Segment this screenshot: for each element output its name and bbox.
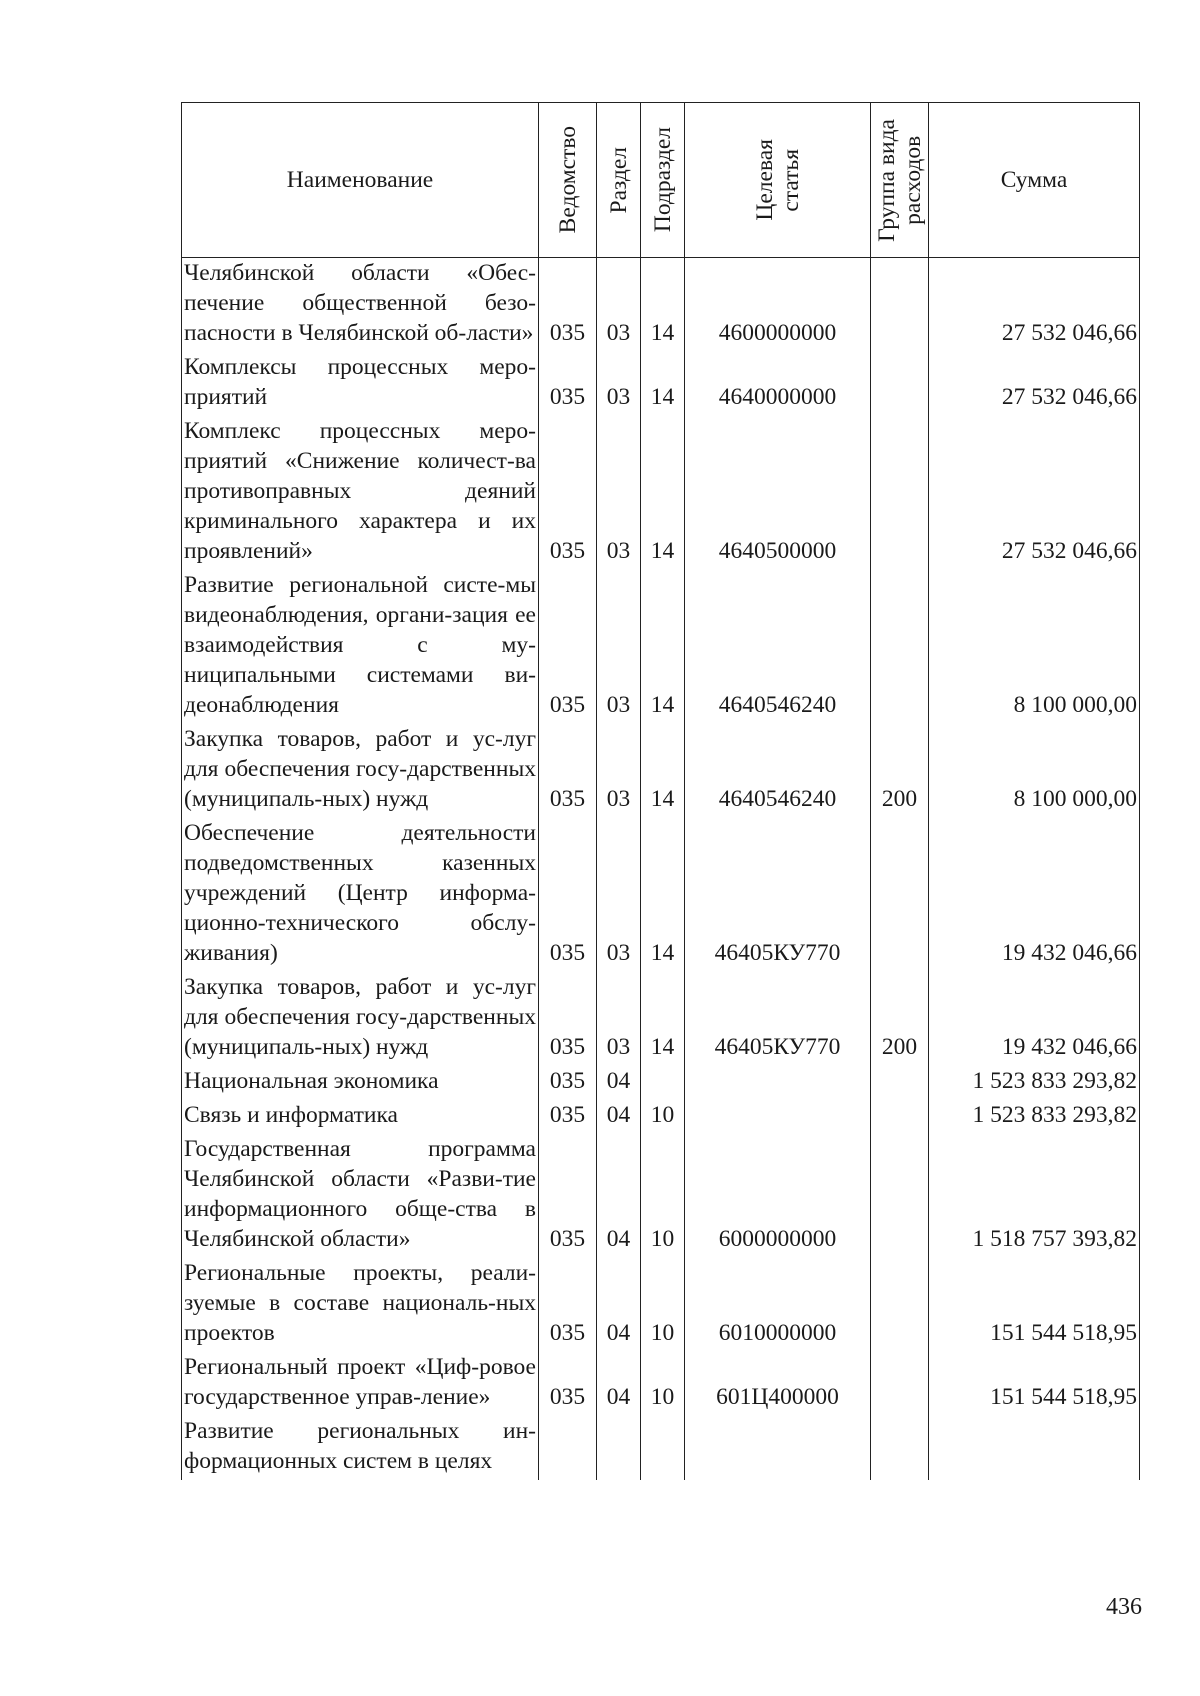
cell-department: 035 — [539, 1258, 597, 1352]
cell-amount: 151 544 518,95 — [929, 1352, 1140, 1416]
cell-subsection: 10 — [641, 1258, 685, 1352]
budget-table — [181, 102, 1140, 1480]
cell-name: Национальная экономика — [182, 1066, 539, 1100]
cell-subsection — [641, 1066, 685, 1100]
table-row — [182, 1100, 1140, 1134]
header-subsection: Подраздел — [641, 103, 685, 258]
cell-department: 035 — [539, 1134, 597, 1258]
table-header-row — [182, 103, 1140, 258]
cell-department: 035 — [539, 724, 597, 818]
cell-target: 4640500000 — [685, 416, 871, 570]
cell-expense-group — [871, 352, 929, 416]
cell-amount: 19 432 046,66 — [929, 972, 1140, 1066]
cell-amount: 151 544 518,95 — [929, 1258, 1140, 1352]
cell-name: Челябинской области «Обес-печение общественной безо-пасности в Челябинской об-ласти» — [182, 258, 539, 353]
cell-amount: 8 100 000,00 — [929, 570, 1140, 724]
cell-amount: 19 432 046,66 — [929, 818, 1140, 972]
cell-target: 46405КУ770 — [685, 972, 871, 1066]
cell-target: 601Ц400000 — [685, 1352, 871, 1416]
cell-target: 4640000000 — [685, 352, 871, 416]
table-row — [182, 1134, 1140, 1258]
cell-department: 035 — [539, 570, 597, 724]
cell-department — [539, 1416, 597, 1480]
cell-name: Закупка товаров, работ и ус-луг для обеспечения госу-дарственных (муниципаль-ных) нужд — [182, 724, 539, 818]
cell-expense-group — [871, 1258, 929, 1352]
cell-subsection: 10 — [641, 1134, 685, 1258]
cell-name: Комплекс процессных меро-приятий «Снижение количест-ва противоправных деяний криминального характера и их проявлений» — [182, 416, 539, 570]
cell-subsection — [641, 1416, 685, 1480]
cell-department: 035 — [539, 818, 597, 972]
cell-subsection: 14 — [641, 570, 685, 724]
table-row — [182, 972, 1140, 1066]
table-row — [182, 1416, 1140, 1480]
cell-name: Обеспечение деятельности подведомственных казенных учреждений (Центр информа-ционно-технического обслу-живания) — [182, 818, 539, 972]
cell-target: 6000000000 — [685, 1134, 871, 1258]
cell-amount: 1 523 833 293,82 — [929, 1100, 1140, 1134]
table-row — [182, 258, 1140, 353]
header-department: Ведомство — [539, 103, 597, 258]
table-row — [182, 1258, 1140, 1352]
cell-expense-group — [871, 1134, 929, 1258]
header-expense-group: Группа вида расходов — [871, 103, 929, 258]
cell-department: 035 — [539, 416, 597, 570]
table-row — [182, 1066, 1140, 1100]
cell-amount: 8 100 000,00 — [929, 724, 1140, 818]
cell-name: Развитие региональных ин-формационных систем в целях — [182, 1416, 539, 1480]
table-row — [182, 352, 1140, 416]
cell-name: Связь и информатика — [182, 1100, 539, 1134]
header-section: Раздел — [597, 103, 641, 258]
cell-amount: 27 532 046,66 — [929, 258, 1140, 353]
cell-expense-group — [871, 1352, 929, 1416]
cell-department: 035 — [539, 1066, 597, 1100]
cell-department: 035 — [539, 1352, 597, 1416]
header-target: Целевая статья — [685, 103, 871, 258]
cell-target: 4600000000 — [685, 258, 871, 353]
cell-section: 03 — [597, 352, 641, 416]
table-row — [182, 1352, 1140, 1416]
cell-section: 03 — [597, 258, 641, 353]
cell-expense-group: 200 — [871, 972, 929, 1066]
cell-expense-group — [871, 1416, 929, 1480]
cell-name: Региональные проекты, реали-зуемые в составе националь-ных проектов — [182, 1258, 539, 1352]
cell-expense-group — [871, 1100, 929, 1134]
cell-expense-group: 200 — [871, 724, 929, 818]
cell-name: Комплексы процессных меро-приятий — [182, 352, 539, 416]
cell-target — [685, 1100, 871, 1134]
cell-amount: 27 532 046,66 — [929, 352, 1140, 416]
cell-target: 4640546240 — [685, 724, 871, 818]
cell-expense-group — [871, 416, 929, 570]
table-row — [182, 818, 1140, 972]
cell-amount — [929, 1416, 1140, 1480]
header-amount: Сумма — [929, 103, 1140, 258]
cell-amount: 1 523 833 293,82 — [929, 1066, 1140, 1100]
cell-subsection: 14 — [641, 258, 685, 353]
cell-target: 4640546240 — [685, 570, 871, 724]
cell-expense-group — [871, 818, 929, 972]
cell-section: 04 — [597, 1258, 641, 1352]
cell-name: Государственная программа Челябинской области «Разви-тие информационного обще-ства в Челябинской области» — [182, 1134, 539, 1258]
cell-section: 03 — [597, 818, 641, 972]
cell-subsection: 10 — [641, 1352, 685, 1416]
table-row — [182, 724, 1140, 818]
table-body — [182, 258, 1140, 1481]
cell-target — [685, 1066, 871, 1100]
cell-subsection: 14 — [641, 352, 685, 416]
cell-subsection: 14 — [641, 724, 685, 818]
cell-section: 04 — [597, 1100, 641, 1134]
cell-expense-group — [871, 258, 929, 353]
cell-section: 03 — [597, 570, 641, 724]
cell-target: 6010000000 — [685, 1258, 871, 1352]
cell-expense-group — [871, 570, 929, 724]
cell-section: 04 — [597, 1066, 641, 1100]
cell-section: 03 — [597, 972, 641, 1066]
cell-name: Закупка товаров, работ и ус-луг для обеспечения госу-дарственных (муниципаль-ных) нужд — [182, 972, 539, 1066]
cell-target — [685, 1416, 871, 1480]
cell-department: 035 — [539, 1100, 597, 1134]
cell-subsection: 14 — [641, 818, 685, 972]
cell-subsection: 14 — [641, 416, 685, 570]
cell-subsection: 10 — [641, 1100, 685, 1134]
cell-subsection: 14 — [641, 972, 685, 1066]
cell-department: 035 — [539, 352, 597, 416]
cell-section: 03 — [597, 416, 641, 570]
cell-department: 035 — [539, 258, 597, 353]
table-row — [182, 570, 1140, 724]
cell-expense-group — [871, 1066, 929, 1100]
cell-section: 04 — [597, 1352, 641, 1416]
cell-name: Развитие региональной систе-мы видеонаблюдения, органи-зация ее взаимодействия с му-ниципальными системами ви-деонаблюдения — [182, 570, 539, 724]
cell-amount: 27 532 046,66 — [929, 416, 1140, 570]
cell-section: 04 — [597, 1134, 641, 1258]
cell-target: 46405КУ770 — [685, 818, 871, 972]
cell-section — [597, 1416, 641, 1480]
table-row — [182, 416, 1140, 570]
page-number: 436 — [1106, 1594, 1142, 1620]
cell-section: 03 — [597, 724, 641, 818]
cell-department: 035 — [539, 972, 597, 1066]
cell-name: Региональный проект «Циф-ровое государственное управ-ление» — [182, 1352, 539, 1416]
header-name: Наименование — [182, 103, 539, 258]
cell-amount: 1 518 757 393,82 — [929, 1134, 1140, 1258]
